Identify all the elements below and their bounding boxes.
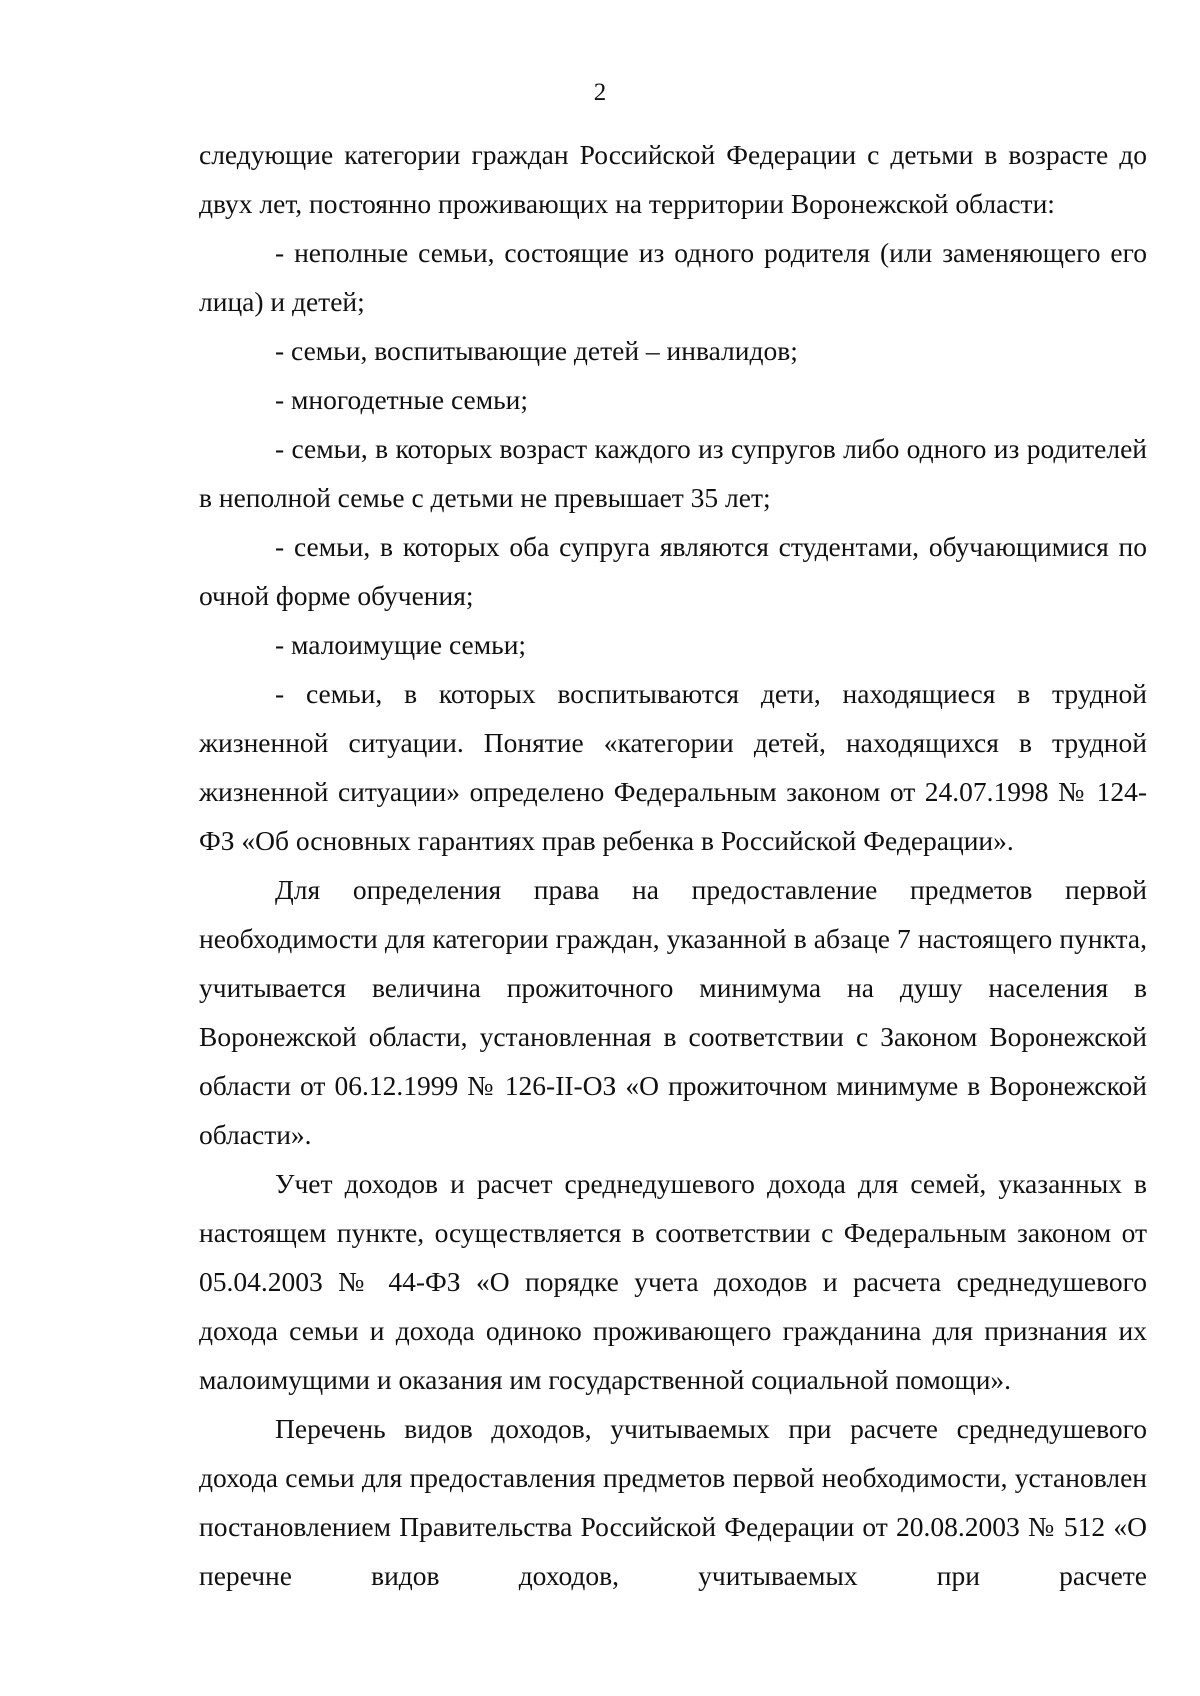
paragraph: - малоимущие семьи; — [275, 629, 527, 660]
paragraph: - многодетные семьи; — [275, 384, 528, 415]
paragraph: - семьи, в которых воспитываются дети, находящиеся в трудной жизненной ситуации. Понятие «категории детей, находящихся в трудной жизненной ситуации» определено Федеральным законом от 24.07.1998 № 124-ФЗ «Об основных гарантиях прав ребенка в Российской Федерации». — [199, 678, 1147, 856]
paragraph: - неполные семьи, состоящие из одного родителя (или заменяющего его лица) и детей; — [199, 237, 1147, 317]
document-body — [199, 130, 1147, 1600]
paragraph: - семьи, в которых возраст каждого из супругов либо одного из родителей в неполной семье с детьми не превышает 35 лет; — [199, 433, 1147, 513]
paragraph: - семьи, воспитывающие детей – инвалидов; — [275, 335, 798, 366]
paragraph: - семьи, в которых оба супруга являются студентами, обучающимися по очной форме обучения; — [199, 531, 1147, 611]
paragraph: Учет доходов и расчет среднедушевого дохода для семей, указанных в настоящем пункте, осуществляется в соответствии с Федеральным законом от 05.04.2003 № 44-ФЗ «О порядке учета доходов и расчета среднедушевого дохода семьи и дохода одиноко проживающего гражданина для признания их малоимущими и оказания им государственной социальной помощи». — [199, 1168, 1147, 1395]
page-number: 2 — [593, 79, 607, 106]
paragraph: Для определения права на предоставление предметов первой необходимости для категории граждан, указанной в абзаце 7 настоящего пункта, учитывается величина прожиточного минимума на душу населения в Воронежской области, установленная в соответствии с Законом Воронежской области от 06.12.1999 № 126-II-ОЗ «О прожиточном минимуме в Воронежской области». — [199, 874, 1147, 1150]
paragraph: Перечень видов доходов, учитываемых при расчете среднедушевого дохода семьи для предоставления предметов первой необходимости, установлен постановлением Правительства Российской Федерации от 20.08.2003 № 512 «О перечне видов доходов, учитываемых при расчете — [199, 1413, 1147, 1591]
paragraph: следующие категории граждан Российской Федерации с детьми в возрасте до двух лет, постоянно проживающих на территории Воронежской области: — [199, 139, 1147, 219]
